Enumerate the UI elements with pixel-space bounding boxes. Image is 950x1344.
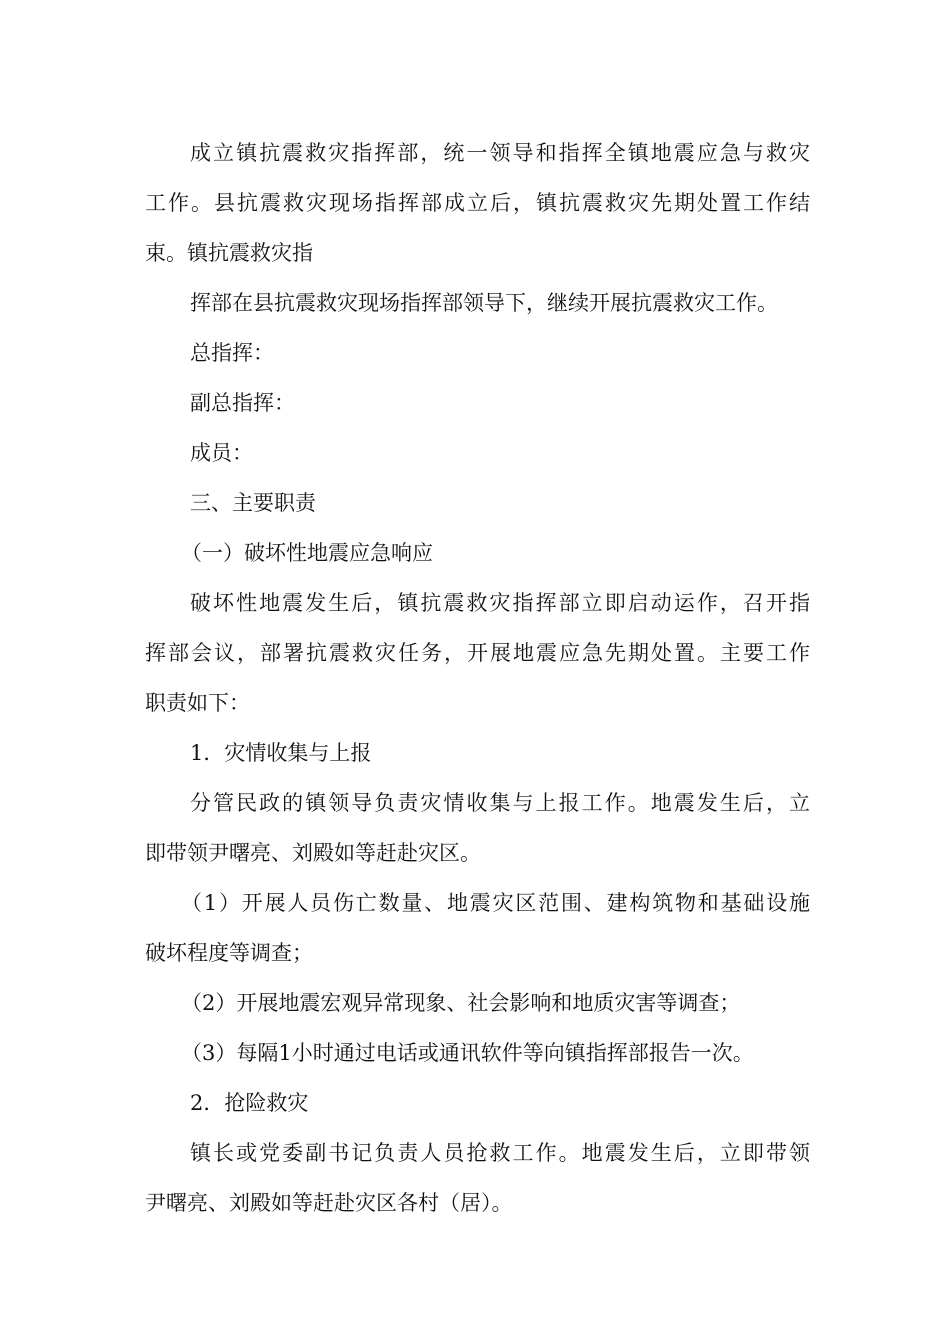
- item-heading: 2．抢险救灾: [190, 1091, 309, 1115]
- field-label-commander: 总指挥：: [190, 341, 274, 365]
- list-item: （2）开展地震宏观异常现象、社会影响和地质灾害等调查；: [181, 991, 741, 1015]
- paragraph-line: 即带领尹曙亮、刘殿如等赶赴灾区。: [145, 841, 481, 865]
- paragraph-line: 挥部会议，部署抗震救灾任务，开展地震应急先期处置。主要工作: [145, 641, 810, 665]
- list-item: （1）开展人员伤亡数量、地震灾区范围、建构筑物和基础设施: [181, 891, 810, 915]
- paragraph-line: 分管民政的镇领导负责灾情收集与上报工作。地震发生后，立: [190, 791, 810, 815]
- paragraph-line: 尹曙亮、刘殿如等赶赴灾区各村（居）。: [145, 1191, 513, 1215]
- field-label-members: 成员：: [190, 441, 253, 465]
- paragraph-line: 破坏性地震发生后，镇抗震救灾指挥部立即启动运作，召开指: [190, 591, 810, 615]
- list-item: （3）每隔1小时通过电话或通讯软件等向镇指挥部报告一次。: [181, 1041, 754, 1065]
- paragraph-line: 镇长或党委副书记负责人员抢救工作。地震发生后，立即带领: [190, 1141, 810, 1165]
- list-item-continuation: 破坏程度等调查；: [145, 941, 313, 965]
- paragraph-line: 职责如下：: [145, 691, 250, 715]
- paragraph-line: 工作。县抗震救灾现场指挥部成立后，镇抗震救灾先期处置工作结: [145, 191, 810, 215]
- section-heading: 三、主要职责: [190, 491, 316, 515]
- field-label-deputy-commander: 副总指挥：: [190, 391, 295, 415]
- paragraph-line: 束。镇抗震救灾指: [145, 241, 313, 265]
- item-heading: 1．灾情收集与上报: [190, 741, 372, 765]
- paragraph-line: 成立镇抗震救灾指挥部，统一领导和指挥全镇地震应急与救灾: [190, 141, 810, 165]
- paragraph-line: 挥部在县抗震救灾现场指挥部领导下，继续开展抗震救灾工作。: [190, 291, 778, 315]
- subsection-heading: （一）破坏性地震应急响应: [181, 541, 433, 565]
